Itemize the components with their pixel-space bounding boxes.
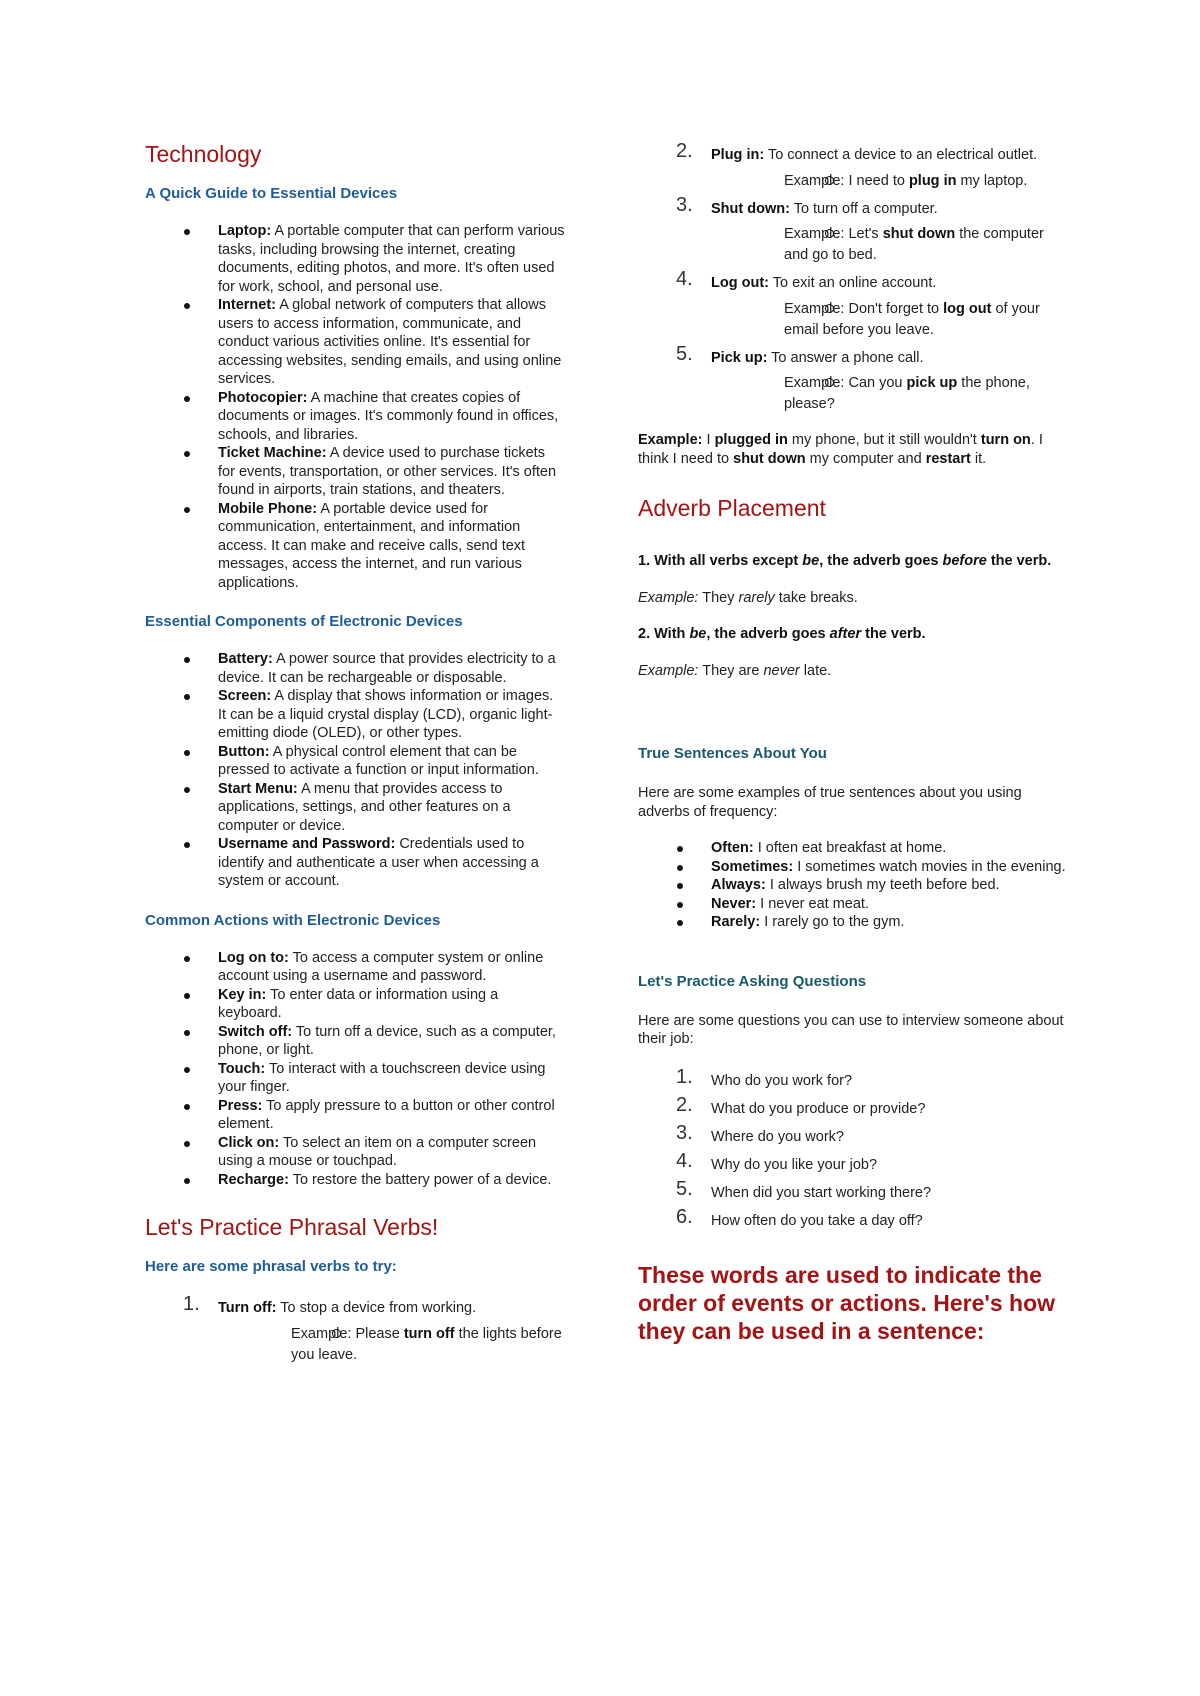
list-item: Laptop: A portable computer that can perform various tasks, including browsing the internet, creating documents, editing photos, and more. It's often used for work, school, and personal use. — [145, 222, 565, 296]
questions-intro: Here are some questions you can use to interview someone about their job: — [638, 1012, 1064, 1047]
list-item: Start Menu: A menu that provides access to applications, settings, and other features on a computer or device. — [145, 780, 565, 836]
list-item: Never: I never eat meat. — [638, 895, 1068, 914]
left-column — [145, 140, 565, 1366]
list-item: Ticket Machine: A device used to purchase tickets for events, transportation, or other services. It's often found in airports, train stations, and theaters. — [145, 444, 565, 500]
right-column — [638, 140, 1068, 1345]
example-line: Example: Don't forget to log out of your email before you leave. — [711, 299, 1068, 341]
list-item: Mobile Phone: A portable device used for communication, entertainment, and information access. It can make and receive calls, send text messages, access the internet, and run various applications. — [145, 500, 565, 593]
questions-title: Let's Practice Asking Questions — [638, 972, 867, 990]
phrasal-list-part2 — [638, 140, 1068, 415]
list-item: Internet: A global network of computers that allows users to access information, communicate, and conduct various activities online. It's essential for accessing websites, sending emails, and using online services. — [145, 296, 565, 389]
list-item: Key in: To enter data or information using a keyboard. — [145, 986, 565, 1023]
example-line: Example: I need to plug in my laptop. — [711, 171, 1068, 192]
adverb-rule-2: 2. With be, the adverb goes after the verb. — [638, 626, 926, 642]
list-item: 3. Where do you work? — [676, 1121, 844, 1145]
list-number: 2. — [676, 140, 693, 162]
questions-list — [638, 1065, 1068, 1231]
list-item: 2. What do you produce or provide? — [676, 1093, 926, 1117]
phrasal-subtitle: Here are some phrasal verbs to try: — [145, 1258, 397, 1275]
list-number: 3. — [676, 193, 693, 216]
phrasal-title: Let's Practice Phrasal Verbs! — [145, 1214, 439, 1240]
list-item: 1. Who do you work for? — [676, 1065, 853, 1089]
list-item: Switch off: To turn off a device, such as a computer, phone, or light. — [145, 1023, 565, 1060]
components-list — [145, 650, 565, 891]
list-item: Click on: To select an item on a computer screen using a mouse or touchpad. — [145, 1134, 565, 1171]
devices-list — [145, 222, 565, 592]
adverb-example-2: Example: They are never late. — [638, 662, 832, 679]
list-number: 1. — [183, 1293, 200, 1315]
true-sentences-intro: Here are some examples of true sentences about you using adverbs of frequency: — [638, 785, 1022, 820]
phrasal-example-paragraph: Example: I plugged in my phone, but it still wouldn't turn on. I think I need to shut down my computer and restart it. — [638, 432, 1043, 467]
list-item: 5. Pick up: To answer a phone call. Example: Can you pick up the phone, please? — [638, 349, 1068, 416]
list-item: Recharge: To restore the battery power of a device. — [145, 1171, 565, 1190]
list-item: Press: To apply pressure to a button or other control element. — [145, 1097, 565, 1134]
list-item: Touch: To interact with a touchscreen device using your finger. — [145, 1060, 565, 1097]
adverb-rule-1: 1. With all verbs except be, the adverb goes before the verb. — [638, 553, 1052, 569]
list-item: 1. Turn off: To stop a device from working. Example: Please turn off the lights before you leave. — [145, 1299, 565, 1366]
technology-title: Technology — [145, 141, 262, 167]
list-item: 5. When did you start working there? — [676, 1177, 932, 1201]
example-line: Example: Please turn off the lights before you leave. — [218, 1324, 565, 1366]
list-item: Sometimes: I sometimes watch movies in the evening. — [638, 858, 1068, 877]
adverb-example-1: Example: They rarely take breaks. — [638, 589, 858, 606]
list-number: 5. — [676, 342, 693, 365]
adverb-title: Adverb Placement — [638, 495, 826, 521]
list-item: Photocopier: A machine that creates copies of documents or images. It's commonly found in offices, schools, and libraries. — [145, 389, 565, 445]
list-item: Screen: A display that shows information or images. It can be a liquid crystal display (LCD), organic light-emitting diode (OLED), or other types. — [145, 687, 565, 743]
list-item: 6. How often do you take a day off? — [676, 1205, 923, 1229]
list-item: Log on to: To access a computer system or online account using a username and password. — [145, 949, 565, 986]
list-item: Username and Password: Credentials used to identify and authenticate a user when accessing a system or account. — [145, 835, 565, 891]
phrasal-list-part1 — [145, 1293, 565, 1366]
list-item: Battery: A power source that provides electricity to a device. It can be rechargeable or disposable. — [145, 650, 565, 687]
list-number: 4. — [676, 268, 693, 290]
closing-heading: These words are used to indicate the order of events or actions. Here's how they can be used in a sentence: — [638, 1261, 1056, 1344]
devices-subtitle: A Quick Guide to Essential Devices — [145, 185, 398, 202]
list-item: Button: A physical control element that can be pressed to activate a function or input information. — [145, 743, 565, 780]
example-line: Example: Can you pick up the phone, please? — [711, 373, 1068, 415]
actions-list — [145, 949, 565, 1190]
actions-title: Common Actions with Electronic Devices — [145, 911, 441, 929]
list-item: Rarely: I rarely go to the gym. — [638, 913, 1068, 932]
components-title: Essential Components of Electronic Devices — [145, 613, 463, 630]
list-item: 4. Log out: To exit an online account. Example: Don't forget to log out of your email before you leave. — [638, 274, 1068, 341]
list-item: 4. Why do you like your job? — [676, 1149, 878, 1173]
list-item: 3. Shut down: To turn off a computer. Example: Let's shut down the computer and go to bed. — [638, 200, 1068, 267]
list-item: Often: I often eat breakfast at home. — [638, 839, 1068, 858]
list-item: 2. Plug in: To connect a device to an electrical outlet. Example: I need to plug in my laptop. — [638, 146, 1068, 192]
true-sentences-list — [638, 839, 1068, 932]
true-sentences-title: True Sentences About You — [638, 745, 827, 762]
list-item: Always: I always brush my teeth before bed. — [638, 876, 1068, 895]
example-line: Example: Let's shut down the computer and go to bed. — [711, 224, 1068, 266]
